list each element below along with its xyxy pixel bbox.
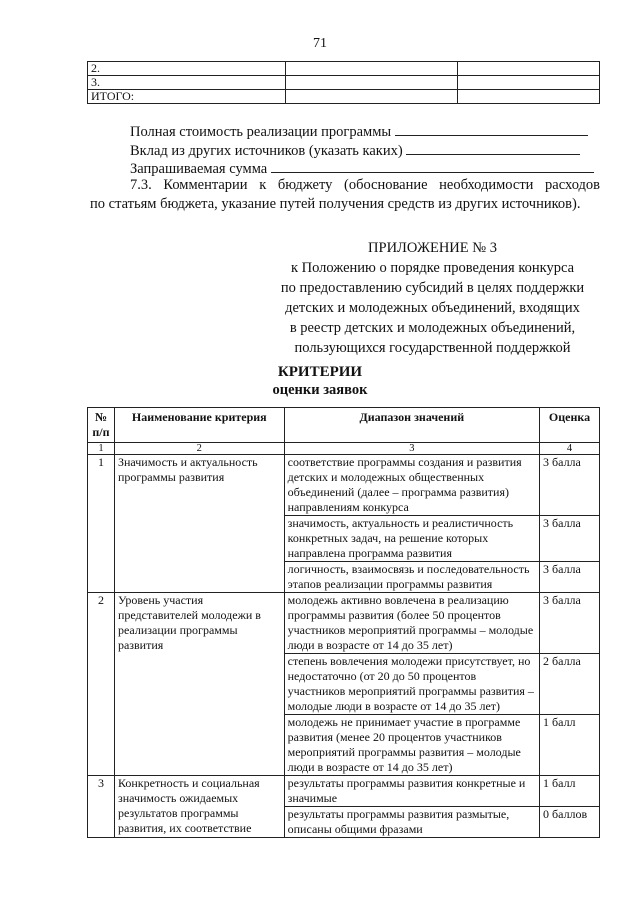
comment-line-1: 7.3. Комментарии к бюджету (обоснование необходимости расходов — [130, 177, 600, 193]
criterion-num: 3 — [88, 776, 115, 838]
index-cell: 3 — [284, 443, 539, 455]
table-row — [88, 593, 600, 654]
criterion-range: молодежь не принимает участие в программе развития (менее 20 процентов участников мероприятий программы развития – молодые люди в возрасте от 14 до 35 лет) — [284, 715, 539, 776]
criterion-range: степень вовлечения молодежи присутствует, но недостаточно (от 20 до 50 процентов участников мероприятий программы развития – молодые люди в возрасте от 14 до 35 лет) — [284, 654, 539, 715]
appendix-line: по предоставлению субсидий в целях поддержки — [280, 280, 585, 296]
criterion-score: 2 балла — [540, 654, 600, 715]
appendix-block — [255, 238, 610, 358]
other-sources-line — [130, 140, 580, 160]
criterion-num: 2 — [88, 593, 115, 776]
col-header-name: Наименование критерия — [114, 408, 284, 443]
table-row — [88, 90, 600, 104]
budget-row-label: 3. — [88, 76, 286, 90]
total-cost-blank — [395, 121, 588, 136]
comment-line-2: по статьям бюджета, указание путей получения средств из других источников). — [90, 196, 581, 212]
index-row — [88, 443, 600, 455]
appendix-line: пользующихся государственной поддержкой — [294, 340, 571, 356]
criterion-range: логичность, взаимосвязь и последовательность этапов реализации программы развития — [284, 562, 539, 593]
appendix-line: детских и молодежных объединений, входящих — [285, 300, 580, 316]
requested-blank — [271, 158, 594, 173]
criterion-name: Значимость и актуальность программы развития — [114, 455, 284, 593]
criterion-score: 3 балла — [540, 516, 600, 562]
criterion-range: значимость, актуальность и реалистичность конкретных задач, на решение которых направлена программа развития — [284, 516, 539, 562]
criterion-range: соответствие программы создания и развития детских и молодежных общественных объединений (далее – программа развития) направлениям конкурса — [284, 455, 539, 516]
criterion-num: 1 — [88, 455, 115, 593]
criterion-range: молодежь активно вовлечена в реализацию программы развития (более 50 процентов участников мероприятий программы – молодые люди в возрасте от 14 до 35 лет) — [284, 593, 539, 654]
budget-table — [87, 61, 600, 104]
appendix-line: в реестр детских и молодежных объединений, — [289, 320, 576, 336]
index-cell: 1 — [88, 443, 115, 455]
criterion-range: результаты программы развития конкретные и значимые — [284, 776, 539, 807]
criteria-subtitle: оценки заявок — [272, 382, 368, 398]
col-header-score: Оценка — [540, 408, 600, 443]
criterion-name: Конкретность и социальная значимость ожидаемых результатов программы развития, их соответствие — [114, 776, 284, 838]
criterion-range: результаты программы развития размытые, описаны общими фразами — [284, 807, 539, 838]
criterion-score: 0 баллов — [540, 807, 600, 838]
criterion-score: 3 балла — [540, 562, 600, 593]
criteria-table — [87, 407, 600, 838]
other-sources-label: Вклад из других источников (указать каких) — [130, 143, 403, 159]
table-row — [88, 455, 600, 516]
budget-row-label: ИТОГО: — [88, 90, 286, 104]
col-header-num: № п/п — [88, 408, 115, 443]
appendix-title: ПРИЛОЖЕНИЕ № 3 — [368, 240, 497, 256]
criteria-title: КРИТЕРИИ — [277, 364, 363, 380]
criterion-score: 1 балл — [540, 715, 600, 776]
total-cost-line — [130, 121, 588, 141]
page-number: 71 — [313, 36, 327, 51]
budget-comment — [90, 176, 600, 214]
index-cell: 4 — [540, 443, 600, 455]
table-row — [88, 62, 600, 76]
requested-line — [130, 158, 594, 178]
col-header-range: Диапазон значений — [284, 408, 539, 443]
index-cell: 2 — [114, 443, 284, 455]
header-row — [88, 408, 600, 443]
criterion-score: 3 балла — [540, 455, 600, 516]
criterion-score: 1 балл — [540, 776, 600, 807]
requested-label: Запрашиваемая сумма — [130, 161, 268, 177]
criterion-name: Уровень участия представителей молодежи в реализации программы развития — [114, 593, 284, 776]
total-cost-label: Полная стоимость реализации программы — [130, 124, 392, 140]
budget-row-label: 2. — [88, 62, 286, 76]
table-row — [88, 776, 600, 807]
table-row — [88, 76, 600, 90]
appendix-line: к Положению о порядке проведения конкурса — [290, 260, 575, 276]
criterion-score: 3 балла — [540, 593, 600, 654]
other-sources-blank — [406, 140, 580, 155]
